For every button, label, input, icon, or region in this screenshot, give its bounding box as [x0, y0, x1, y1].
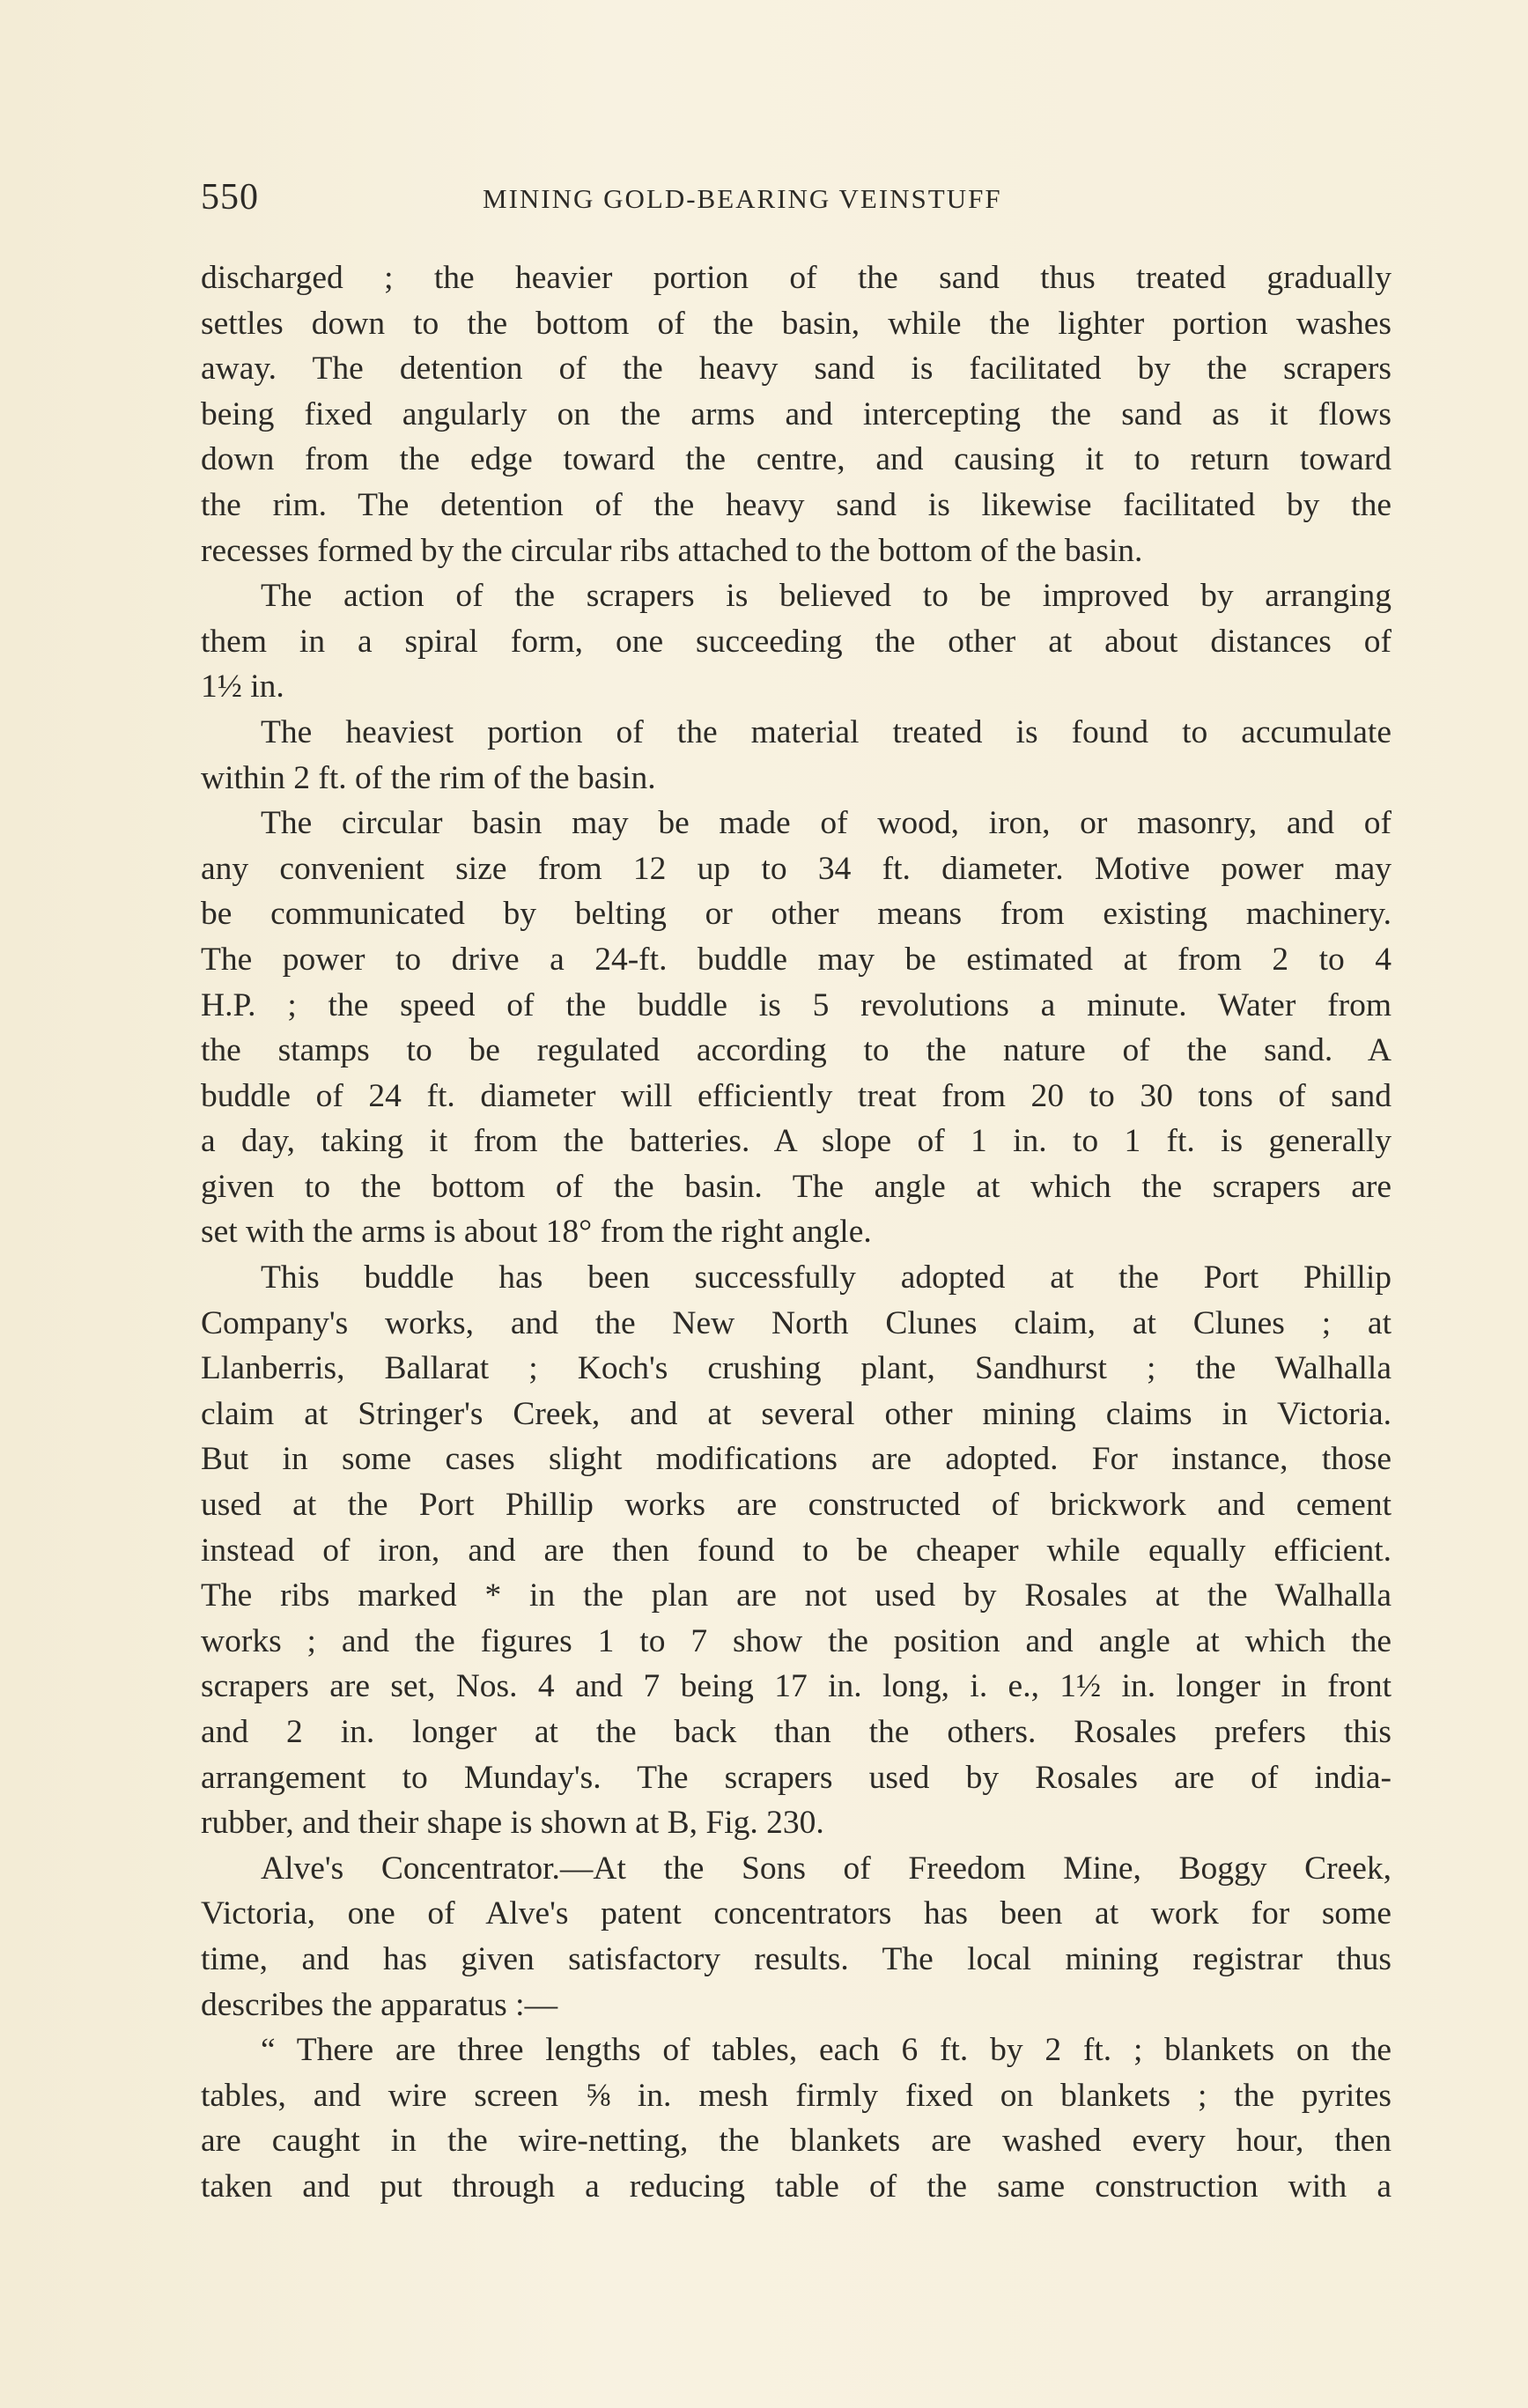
text-line: But in some cases slight modifications are adopted. For instance, those [201, 1441, 1391, 1478]
text-line: down from the edge toward the centre, and causing it to return toward [201, 441, 1391, 478]
text-line: The action of the scrapers is believed to be improved by arranging [261, 578, 1391, 615]
text-line: buddle of 24 ft. diameter will efficiently treat from 20 to 30 tons of sand [201, 1077, 1391, 1114]
text-line: The power to drive a 24-ft. buddle may be estimated at from 2 to 4 [201, 941, 1391, 978]
text-line: The heaviest portion of the material treated is found to accumulate [261, 713, 1391, 750]
text-line: discharged ; the heavier portion of the sand thus treated gradually [201, 260, 1391, 296]
text-line: set with the arms is about 18° from the right angle. [201, 1214, 872, 1251]
text-line: This buddle has been successfully adopted at the Port Phillip [261, 1259, 1391, 1296]
text-line: settles down to the bottom of the basin, while the lighter portion washes [201, 305, 1391, 342]
text-line: scrapers are set, Nos. 4 and 7 being 17 in. long, i. e., 1½ in. longer in front [201, 1668, 1391, 1705]
text-line: a day, taking it from the batteries. A slope of 1 in. to 1 ft. is generally [201, 1123, 1391, 1160]
text-line: and 2 in. longer at the back than the others. Rosales prefers this [201, 1714, 1391, 1750]
running-title: MINING GOLD-BEARING VEINSTUFF [483, 183, 1002, 214]
text-line: recesses formed by the circular ribs attached to the bottom of the basin. [201, 532, 1143, 569]
text-line: The ribs marked * in the plan are not used by Rosales at the Walhalla [201, 1577, 1391, 1614]
text-line: the stamps to be regulated according to the nature of the sand. A [201, 1032, 1391, 1069]
text-line: used at the Port Phillip works are constructed of brickwork and cement [201, 1487, 1391, 1524]
text-line: within 2 ft. of the rim of the basin. [201, 759, 656, 796]
text-line: taken and put through a reducing table of the same construction with a [201, 2168, 1391, 2205]
text-line: instead of iron, and are then found to be cheaper while equally efficient. [201, 1532, 1391, 1569]
text-line: Alve's Concentrator.—At the Sons of Freedom Mine, Boggy Creek, [261, 1850, 1391, 1887]
text-line: claim at Stringer's Creek, and at several other mining claims in Victoria. [201, 1395, 1391, 1432]
text-line: time, and has given satisfactory results. The local mining registrar thus [201, 1940, 1391, 1977]
page-header [201, 176, 1391, 220]
page-number: 550 [201, 177, 259, 218]
text-line: works ; and the figures 1 to 7 show the position and angle at which the [201, 1622, 1391, 1659]
text-line: Victoria, one of Alve's patent concentrators has been at work for some [201, 1895, 1391, 1932]
text-line: H.P. ; the speed of the buddle is 5 revolutions a minute. Water from [201, 986, 1391, 1023]
body-text [201, 255, 1391, 2210]
text-line: 1½ in. [201, 668, 284, 705]
text-line: them in a spiral form, one succeeding the other at about distances of [201, 623, 1391, 660]
text-line: being fixed angularly on the arms and intercepting the sand as it flows [201, 395, 1391, 432]
text-line: any convenient size from 12 up to 34 ft. diameter. Motive power may [201, 850, 1391, 887]
text-line: are caught in the wire-netting, the blankets are washed every hour, then [201, 2123, 1391, 2160]
text-line: The circular basin may be made of wood, iron, or masonry, and of [261, 805, 1391, 842]
text-line: “ There are three lengths of tables, each 6 ft. by 2 ft. ; blankets on the [261, 2032, 1391, 2069]
text-line: Company's works, and the New North Clunes claim, at Clunes ; at [201, 1304, 1391, 1341]
text-line: away. The detention of the heavy sand is facilitated by the scrapers [201, 351, 1391, 388]
text-line: describes the apparatus :— [201, 1986, 558, 2023]
text-line: rubber, and their shape is shown at B, Fig. 230. [201, 1805, 824, 1842]
text-line: the rim. The detention of the heavy sand is likewise facilitated by the [201, 486, 1391, 523]
text-line: be communicated by belting or other means from existing machinery. [201, 896, 1391, 933]
text-line: Llanberris, Ballarat ; Koch's crushing plant, Sandhurst ; the Walhalla [201, 1350, 1391, 1387]
text-line: arrangement to Munday's. The scrapers used by Rosales are of india- [201, 1759, 1391, 1796]
text-line: given to the bottom of the basin. The angle at which the scrapers are [201, 1168, 1391, 1205]
text-line: tables, and wire screen ⅝ in. mesh firmly fixed on blankets ; the pyrites [201, 2077, 1391, 2114]
